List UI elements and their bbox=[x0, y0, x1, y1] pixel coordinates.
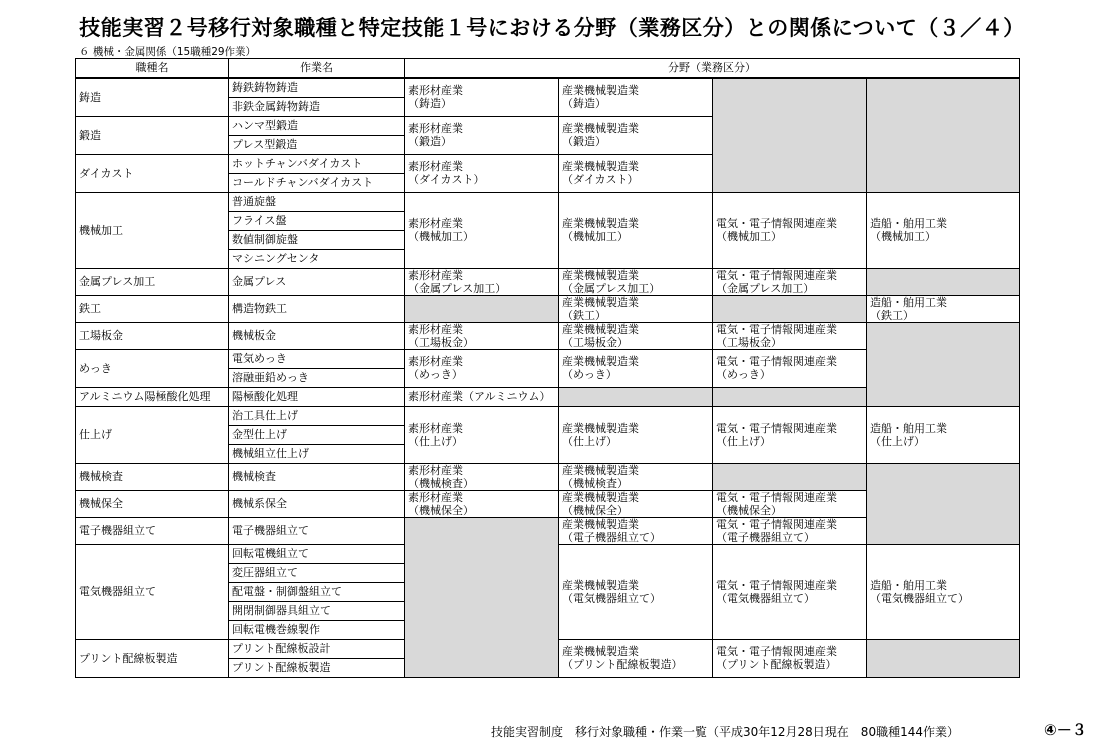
field-text: （工場板金） bbox=[562, 335, 628, 349]
field-cell bbox=[559, 463, 713, 490]
field-cell bbox=[559, 192, 713, 268]
table-row bbox=[76, 463, 1020, 490]
work-cell: ホットチャンバダイカスト bbox=[229, 154, 405, 173]
field-cell bbox=[559, 349, 713, 387]
field-text: 電気・電子情報関連産業 bbox=[716, 217, 837, 230]
field-text: 産業機械製造業 bbox=[562, 322, 639, 336]
field-text: （プリント配線板製造） bbox=[716, 658, 837, 671]
field-cell bbox=[713, 517, 867, 544]
field-text: 産業機械製造業 bbox=[562, 160, 639, 173]
field-text: 電気・電子情報関連産業 bbox=[716, 490, 837, 504]
empty-field-cell bbox=[867, 268, 1020, 295]
field-text: （機械加工） bbox=[408, 230, 474, 243]
field-text: （機械保全） bbox=[716, 503, 782, 517]
field-text: 産業機械製造業 bbox=[562, 463, 639, 477]
field-text: 電気・電子情報関連産業 bbox=[716, 322, 837, 336]
field-text: （めっき） bbox=[716, 368, 771, 381]
field-text: （鍛造） bbox=[408, 135, 452, 148]
field-cell bbox=[713, 322, 867, 349]
work-cell: 開閉制御器具組立て bbox=[229, 601, 405, 620]
work-cell: 機械検査 bbox=[229, 463, 405, 490]
field-text: 産業機械製造業 bbox=[562, 517, 639, 531]
field-text: 素形材産業 bbox=[408, 268, 463, 282]
empty-field-cell bbox=[559, 387, 713, 406]
work-cell: 機械板金 bbox=[229, 322, 405, 349]
work-cell: 鋳鉄鋳物鋳造 bbox=[229, 78, 405, 98]
field-text: 素形材産業 bbox=[408, 217, 463, 230]
work-cell: 電子機器組立て bbox=[229, 517, 405, 544]
field-cell bbox=[405, 349, 559, 387]
work-cell: 金属プレス bbox=[229, 268, 405, 295]
field-cell bbox=[405, 322, 559, 349]
occupation-field-table bbox=[75, 58, 1020, 678]
field-cell bbox=[559, 322, 713, 349]
table-row bbox=[76, 78, 1020, 98]
work-cell: コールドチャンバダイカスト bbox=[229, 173, 405, 192]
occupation-cell: ダイカスト bbox=[76, 154, 229, 192]
field-text: （工場板金） bbox=[716, 335, 782, 349]
field-text: 産業機械製造業 bbox=[562, 645, 639, 658]
field-text: 電気・電子情報関連産業 bbox=[716, 355, 837, 368]
field-text: 素形材産業 bbox=[408, 160, 463, 173]
field-text: 造船・舶用工業 bbox=[870, 578, 947, 592]
field-cell bbox=[559, 517, 713, 544]
empty-field-cell bbox=[867, 639, 1020, 677]
field-text: 電気・電子情報関連産業 bbox=[716, 645, 837, 658]
field-cell bbox=[405, 490, 559, 517]
field-text: （仕上げ） bbox=[408, 434, 463, 448]
field-cell bbox=[405, 406, 559, 463]
occupation-cell: アルミニウム陽極酸化処理 bbox=[76, 387, 229, 406]
work-cell: プレス型鍛造 bbox=[229, 135, 405, 154]
work-cell: 非鉄金属鋳物鋳造 bbox=[229, 97, 405, 116]
field-cell bbox=[713, 639, 867, 677]
field-text: 素形材産業 bbox=[408, 490, 463, 504]
work-cell: 溶融亜鉛めっき bbox=[229, 368, 405, 387]
work-cell: 変圧器組立て bbox=[229, 563, 405, 582]
field-text: （鍛造） bbox=[562, 135, 606, 148]
table-header-row bbox=[76, 59, 1020, 78]
field-text: （金属プレス加工） bbox=[716, 281, 815, 295]
occupation-cell: 鍛造 bbox=[76, 116, 229, 154]
field-cell bbox=[713, 192, 867, 268]
empty-field-cell bbox=[713, 295, 867, 322]
field-text: （機械検査） bbox=[408, 476, 474, 490]
field-text: 素形材産業 bbox=[408, 421, 463, 435]
field-text: （機械加工） bbox=[562, 230, 628, 243]
field-text: 産業機械製造業 bbox=[562, 84, 639, 97]
field-text: （機械加工） bbox=[716, 230, 782, 243]
work-cell: 金型仕上げ bbox=[229, 425, 405, 444]
occupation-cell: 電子機器組立て bbox=[76, 517, 229, 544]
field-text: 産業機械製造業 bbox=[562, 217, 639, 230]
field-text: 造船・舶用工業 bbox=[870, 217, 947, 230]
field-cell bbox=[405, 78, 559, 117]
work-cell: ハンマ型鍛造 bbox=[229, 116, 405, 135]
field-cell bbox=[405, 268, 559, 295]
occupation-cell: めっき bbox=[76, 349, 229, 387]
field-cell bbox=[559, 116, 713, 154]
field-text: （電気機器組立て） bbox=[562, 591, 661, 605]
occupation-cell: 電気機器組立て bbox=[76, 544, 229, 639]
field-cell bbox=[713, 544, 867, 639]
empty-field-cell bbox=[713, 387, 867, 406]
field-text: 電気・電子情報関連産業 bbox=[716, 421, 837, 435]
field-text: （機械保全） bbox=[562, 503, 628, 517]
field-cell bbox=[559, 490, 713, 517]
work-cell: プリント配線板設計 bbox=[229, 639, 405, 658]
field-cell bbox=[867, 544, 1020, 639]
field-text: 産業機械製造業 bbox=[562, 295, 639, 309]
work-cell: フライス盤 bbox=[229, 211, 405, 230]
field-text: 電気・電子情報関連産業 bbox=[716, 517, 837, 531]
field-text: （機械加工） bbox=[870, 230, 936, 243]
field-cell bbox=[559, 406, 713, 463]
occupation-cell: 機械検査 bbox=[76, 463, 229, 490]
field-text: 素形材産業 bbox=[408, 463, 463, 477]
field-text: 電気・電子情報関連産業 bbox=[716, 578, 837, 592]
field-text: （仕上げ） bbox=[716, 434, 771, 448]
field-text: 産業機械製造業 bbox=[562, 490, 639, 504]
field-cell bbox=[559, 544, 713, 639]
field-cell bbox=[405, 387, 559, 406]
field-text: （機械検査） bbox=[562, 476, 628, 490]
field-text: （仕上げ） bbox=[870, 434, 925, 448]
empty-field-cell bbox=[405, 517, 559, 677]
work-cell: 構造物鉄工 bbox=[229, 295, 405, 322]
page-title: 技能実習２号移行対象職種と特定技能１号における分野（業務区分）との関係について（３／４） bbox=[79, 16, 1025, 40]
page-number: ④－３ bbox=[1044, 721, 1087, 739]
field-text: （ダイカスト） bbox=[408, 173, 485, 186]
work-cell: 電気めっき bbox=[229, 349, 405, 368]
field-cell bbox=[559, 154, 713, 192]
field-cell bbox=[713, 490, 867, 517]
field-cell bbox=[559, 268, 713, 295]
occupation-cell: 金属プレス加工 bbox=[76, 268, 229, 295]
occupation-cell: 機械加工 bbox=[76, 192, 229, 268]
occupation-cell: 機械保全 bbox=[76, 490, 229, 517]
field-text: （仕上げ） bbox=[562, 434, 617, 448]
occupation-cell: 鋳造 bbox=[76, 78, 229, 117]
field-cell bbox=[867, 295, 1020, 322]
work-cell: 数値制御旋盤 bbox=[229, 230, 405, 249]
empty-field-cell bbox=[713, 78, 867, 193]
field-text: （鋳造） bbox=[408, 97, 452, 110]
field-text: 造船・舶用工業 bbox=[870, 421, 947, 435]
field-text: （機械保全） bbox=[408, 503, 474, 517]
field-text: （鉄工） bbox=[870, 308, 914, 322]
field-text: 産業機械製造業 bbox=[562, 122, 639, 135]
work-cell: 配電盤・制御盤組立て bbox=[229, 582, 405, 601]
field-text: （めっき） bbox=[408, 368, 463, 381]
empty-field-cell bbox=[867, 463, 1020, 544]
field-text: （電子機器組立て） bbox=[562, 530, 661, 544]
section-label: ６ 機械・金属関係（15職種29作業） bbox=[79, 46, 257, 58]
empty-field-cell bbox=[867, 78, 1020, 193]
work-cell: プリント配線板製造 bbox=[229, 658, 405, 677]
table-row bbox=[76, 268, 1020, 295]
footer-note: 技能実習制度 移行対象職種・作業一覧（平成30年12月28日現在 80職種144作業） bbox=[491, 725, 959, 739]
field-cell bbox=[405, 116, 559, 154]
field-cell bbox=[713, 406, 867, 463]
work-cell: 陽極酸化処理 bbox=[229, 387, 405, 406]
occupation-cell: プリント配線板製造 bbox=[76, 639, 229, 677]
field-text: 素形材産業 bbox=[408, 355, 463, 368]
field-cell bbox=[405, 154, 559, 192]
field-text: 造船・舶用工業 bbox=[870, 295, 947, 309]
field-text: （金属プレス加工） bbox=[408, 281, 507, 295]
field-cell bbox=[405, 463, 559, 490]
table-row bbox=[76, 295, 1020, 322]
table-body bbox=[76, 78, 1020, 678]
field-text: 素形材産業（アルミニウム） bbox=[408, 390, 551, 403]
field-text: （電気機器組立て） bbox=[716, 591, 815, 605]
field-text: （鉄工） bbox=[562, 308, 606, 322]
field-cell bbox=[867, 192, 1020, 268]
field-text: 産業機械製造業 bbox=[562, 578, 639, 592]
work-cell: 回転電機組立て bbox=[229, 544, 405, 563]
field-text: （金属プレス加工） bbox=[562, 281, 661, 295]
table-row bbox=[76, 406, 1020, 425]
field-text: （鋳造） bbox=[562, 97, 606, 110]
field-cell bbox=[713, 268, 867, 295]
work-cell: 普通旋盤 bbox=[229, 192, 405, 211]
header-work: 作業名 bbox=[229, 59, 405, 78]
empty-field-cell bbox=[867, 322, 1020, 406]
empty-field-cell bbox=[405, 295, 559, 322]
work-cell: マシニングセンタ bbox=[229, 249, 405, 268]
field-text: 電気・電子情報関連産業 bbox=[716, 268, 837, 282]
field-cell bbox=[559, 78, 713, 117]
work-cell: 回転電機巻線製作 bbox=[229, 620, 405, 639]
field-text: （めっき） bbox=[562, 368, 617, 381]
field-text: （電子機器組立て） bbox=[716, 530, 815, 544]
field-text: 素形材産業 bbox=[408, 322, 463, 336]
work-cell: 治工具仕上げ bbox=[229, 406, 405, 425]
field-text: 産業機械製造業 bbox=[562, 268, 639, 282]
field-text: 素形材産業 bbox=[408, 122, 463, 135]
work-cell: 機械組立仕上げ bbox=[229, 444, 405, 463]
table-row bbox=[76, 322, 1020, 349]
field-cell bbox=[559, 295, 713, 322]
field-text: 産業機械製造業 bbox=[562, 421, 639, 435]
work-cell: 機械系保全 bbox=[229, 490, 405, 517]
field-text: （ダイカスト） bbox=[562, 173, 639, 186]
field-text: 素形材産業 bbox=[408, 84, 463, 97]
field-cell bbox=[405, 192, 559, 268]
header-occupation: 職種名 bbox=[76, 59, 229, 78]
empty-field-cell bbox=[713, 463, 867, 490]
field-cell bbox=[713, 349, 867, 387]
occupation-cell: 鉄工 bbox=[76, 295, 229, 322]
field-cell bbox=[559, 639, 713, 677]
field-text: （電気機器組立て） bbox=[870, 591, 969, 605]
header-field: 分野（業務区分） bbox=[405, 59, 1020, 78]
table-row bbox=[76, 192, 1020, 211]
occupation-cell: 工場板金 bbox=[76, 322, 229, 349]
field-text: （工場板金） bbox=[408, 335, 474, 349]
field-text: 産業機械製造業 bbox=[562, 355, 639, 368]
occupation-cell: 仕上げ bbox=[76, 406, 229, 463]
field-text: （プリント配線板製造） bbox=[562, 658, 683, 671]
field-cell bbox=[867, 406, 1020, 463]
